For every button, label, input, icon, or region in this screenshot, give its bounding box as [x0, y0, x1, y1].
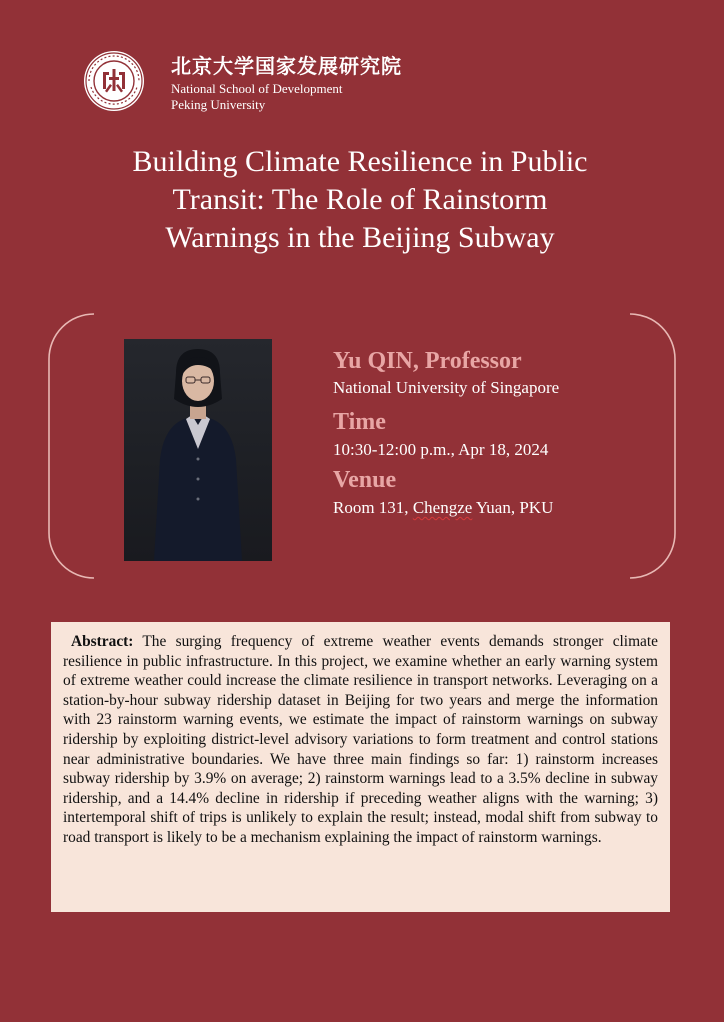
time-label: Time [333, 409, 386, 435]
university-name: Peking University [171, 97, 266, 112]
title-line-1: Building Climate Resilience in Public [132, 145, 588, 178]
venue-name-spellcheck: Chengze [412, 498, 473, 517]
time-value: 10:30-12:00 p.m., Apr 18, 2024 [333, 440, 549, 459]
speaker-info [333, 346, 673, 520]
abstract-label: Abstract: [71, 633, 134, 650]
venue-suffix: Yuan, PKU [472, 498, 554, 517]
header [83, 50, 483, 112]
title-line-2: Transit: The Role of Rainstorm [172, 183, 548, 216]
abstract-box [51, 622, 670, 912]
venue-room: Room 131, [333, 498, 413, 517]
speaker-affiliation: National University of Singapore [333, 378, 560, 397]
pku-logo [83, 50, 145, 112]
venue-value [333, 496, 673, 520]
title-line-3: Warnings in the Beijing Subway [165, 221, 555, 254]
org-name-chinese: 北京大学国家发展研究院 [171, 54, 402, 78]
speaker-name: Yu QIN, Professor [333, 348, 522, 374]
abstract-text: The surging frequency of extreme weather events demands stronger climate resilience in public infrastructure. In this project, we examine whether an early warning system of extreme weather could increase the climate resilience in transport networks. Leveraging on a station-by-hour subway ridership dataset in Beijing for two years and merge the information with 23 rainstorm warning events, we estimate the impact of rainstorm warnings on subway ridership by exploiting district-level advisory variations to form treatment and control stations near administrative boundaries. We have three main findings so far: 1) rainstorm increases subway ridership by 3.9% on average; 2) rainstorm warnings lead to a 3.5% decline in subway ridership, and a 14.4% decline in ridership if preceding weather aligns with the warning; 3) intertemporal shift of trips is unlikely to explain the result; instead, modal shift from subway to road transport is likely to be a mechanism explaining the impact of rainstorm warnings. [63, 633, 658, 846]
abstract-paragraph [63, 632, 658, 848]
venue-label: Venue [333, 467, 397, 493]
org-name-english: National School of Development [171, 81, 343, 96]
talk-title [60, 143, 660, 257]
speaker-photo [124, 339, 272, 561]
